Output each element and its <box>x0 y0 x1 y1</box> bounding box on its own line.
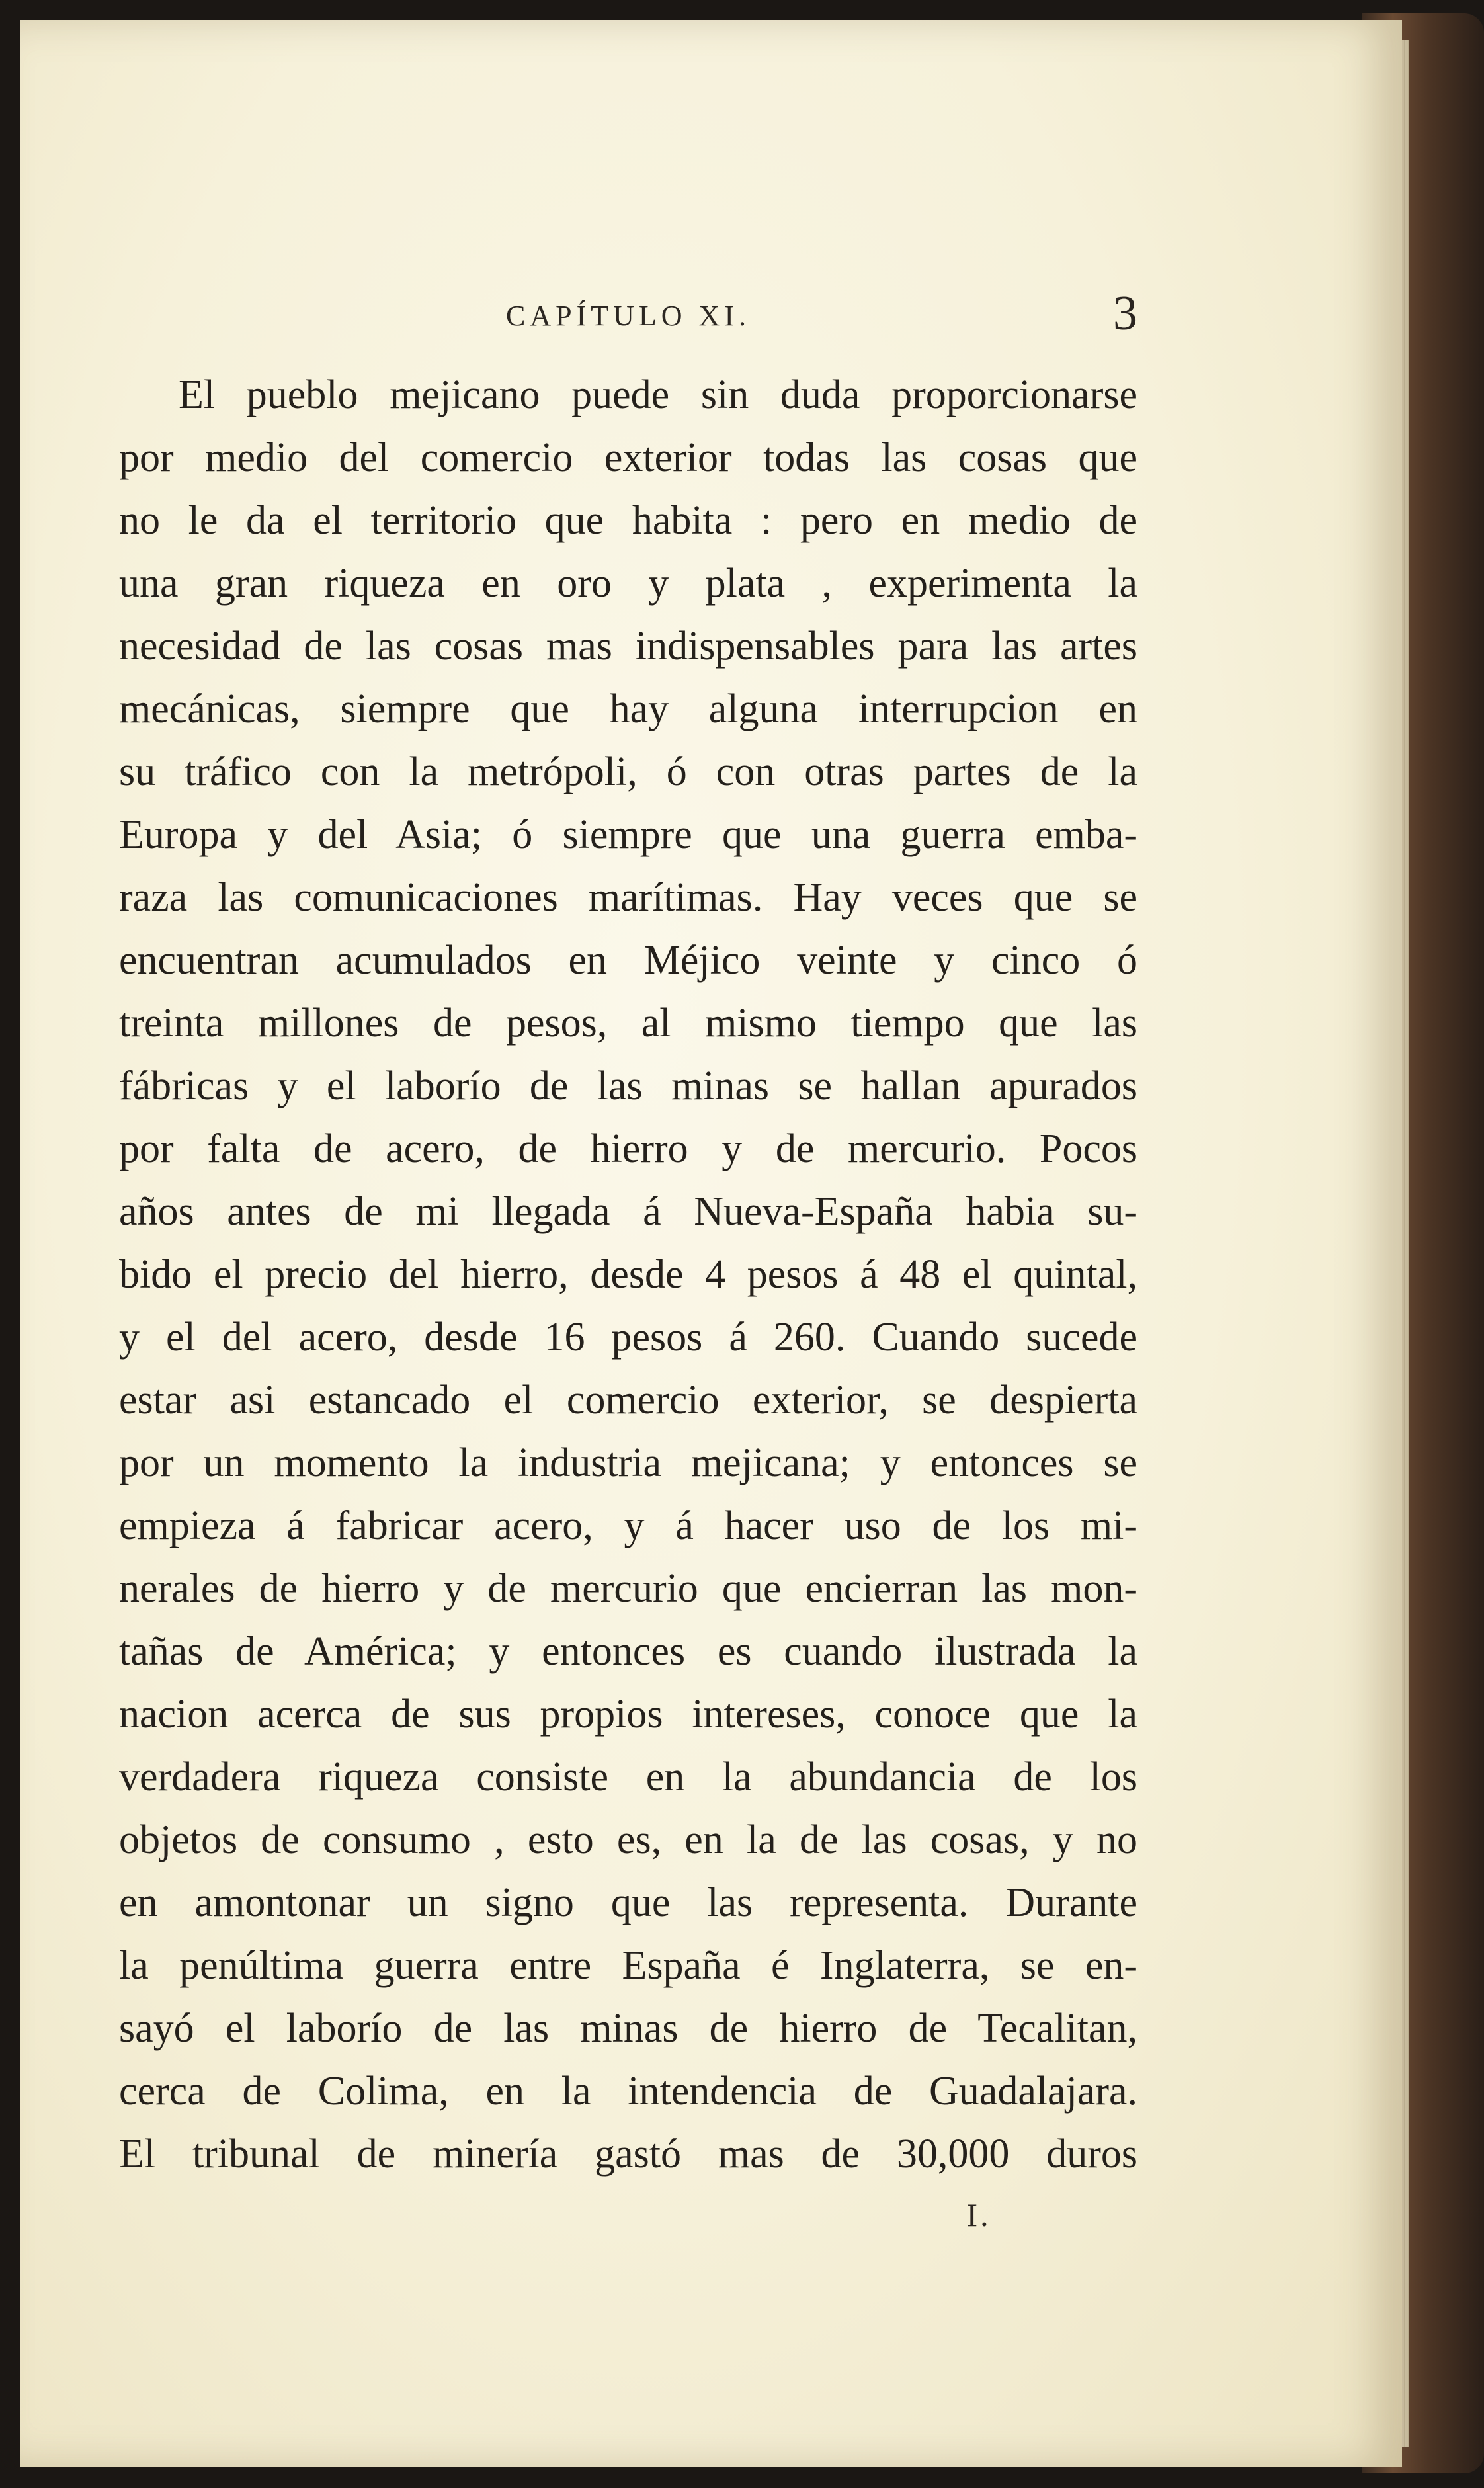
signature-mark: I. <box>966 2196 991 2233</box>
text-line: nerales de hierro y de mercurio que encierran las mon- <box>119 1566 1137 1611</box>
page-number: 3 <box>1113 286 1137 341</box>
text-line: objetos de consumo , esto es, en la de las cosas, y no <box>119 1817 1137 1862</box>
text-line: treinta millones de pesos, al mismo tiempo que las <box>119 1001 1137 1046</box>
book-page <box>20 20 1402 2467</box>
text-line: Europa y del Asia; ó siempre que una guerra emba- <box>119 812 1137 857</box>
text-line: estar asi estancado el comercio exterior, se despierta <box>119 1378 1137 1423</box>
text-line: verdadera riqueza consiste en la abundancia de los <box>119 1755 1137 1800</box>
text-line: necesidad de las cosas mas indispensables para las artes <box>119 624 1137 669</box>
text-line: en amontonar un signo que las representa. Durante <box>119 1880 1137 1925</box>
text-line: una gran riqueza en oro y plata , experimenta la <box>119 561 1137 606</box>
text-line: por medio del comercio exterior todas las cosas que <box>119 435 1137 480</box>
body-text <box>119 364 1137 2186</box>
text-line: mecánicas, siempre que hay alguna interrupcion en <box>119 686 1137 731</box>
text-line: no le da el territorio que habita : pero en medio de <box>119 498 1137 543</box>
text-line: la penúltima guerra entre España é Inglaterra, se en- <box>119 1943 1137 1988</box>
text-line: raza las comunicaciones marítimas. Hay veces que se <box>119 875 1137 920</box>
text-line: tañas de América; y entonces es cuando ilustrada la <box>119 1629 1137 1674</box>
chapter-title: CAPÍTULO XI. <box>506 300 751 332</box>
text-line: por falta de acero, de hierro y de mercurio. Pocos <box>119 1126 1137 1171</box>
text-line: su tráfico con la metrópoli, ó con otras partes de la <box>119 749 1137 794</box>
text-line: años antes de mi llegada á Nueva-España habia su- <box>119 1189 1137 1234</box>
text-line: El pueblo mejicano puede sin duda proporcionarse <box>179 372 1137 417</box>
text-line: encuentran acumulados en Méjico veinte y cinco ó <box>119 938 1137 983</box>
text-line: El tribunal de minería gastó mas de 30,000 duros <box>119 2132 1137 2177</box>
text-line: empieza á fabricar acero, y á hacer uso de los mi- <box>119 1503 1137 1548</box>
text-line: y el del acero, desde 16 pesos á 260. Cuando sucede <box>119 1315 1137 1360</box>
text-line: nacion acerca de sus propios intereses, conoce que la <box>119 1692 1137 1737</box>
text-line: por un momento la industria mejicana; y entonces se <box>119 1440 1137 1485</box>
text-line: cerca de Colima, en la intendencia de Guadalajara. <box>119 2069 1137 2114</box>
text-line: bido el precio del hierro, desde 4 pesos á 48 el quintal, <box>119 1252 1137 1297</box>
text-line: fábricas y el laborío de las minas se hallan apurados <box>119 1063 1137 1108</box>
running-head <box>119 284 1137 344</box>
text-line: sayó el laborío de las minas de hierro de Tecalitan, <box>119 2006 1137 2051</box>
